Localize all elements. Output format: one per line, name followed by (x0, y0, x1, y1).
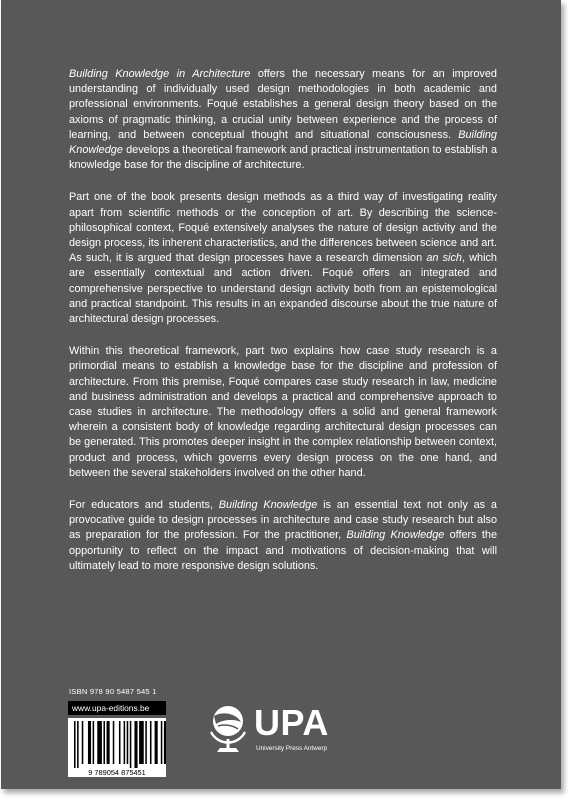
barcode-bar (161, 721, 163, 764)
blurb-paragraph-4 (69, 498, 497, 574)
text-run: is an essential text not only as a provocative guide to design processes in architecture and case study research but also as preparation for the profession. For the practitioner, (69, 499, 497, 542)
publisher-name: UPA (254, 702, 329, 743)
barcode-bar (134, 721, 137, 768)
barcode-digits: 9 789054 875451 (88, 768, 146, 777)
isbn-number: ISBN 978 90 5487 545 1 (69, 687, 157, 696)
barcode-bar (103, 721, 105, 764)
barcode-bar (164, 721, 166, 764)
text-run: offers the necessary means for an improved understanding of individually used design methodologies in both academic and professional environments. Foqué establishes a general design theory based on the axioms of pragmatic thinking, a crucial unity between experience and the process of learning, and between conceptual thought and situational consciousness. (69, 68, 497, 141)
barcode-icon (68, 718, 166, 777)
barcode-bar (82, 721, 84, 764)
isbn-barcode (68, 718, 166, 777)
text-run: Within this theoretical framework, part two explains how case study research is a primordial means to establish a knowledge base for the discipline and profession of architecture. From this premise, Foqué compares case study research in law, medicine and business administration and develops a practical and comprehensive approach to case studies in architecture. The methodology offers a solid and general framework wherein a consistent body of knowledge regarding architectural design processes can be generated. This promotes deeper insight in the complex relationship between context, product and process, which governs every design process on the one hand, and between the several stakeholders involved on the other hand. (69, 345, 497, 479)
text-run: offers the opportunity to reflect on the impact and motivations of decision-making that will ultimately lead to more responsive design solutions. (69, 529, 498, 572)
book-title-italic: Building Knowledge (69, 128, 497, 157)
blurb-text (69, 67, 497, 591)
back-cover (1, 0, 561, 789)
barcode-bar (88, 721, 91, 764)
barcode-bar (124, 721, 126, 764)
globe-on-stand-icon (208, 702, 248, 758)
barcode-bar (145, 721, 147, 764)
barcode-bar (127, 721, 129, 764)
blurb-paragraph-3 (69, 344, 497, 481)
blurb-paragraph-1 (69, 67, 497, 173)
italic-phrase: an sich (426, 252, 462, 265)
publisher-tagline: University Press Antwerp (256, 745, 328, 752)
website-link[interactable]: www.upa-editions.be (68, 701, 166, 715)
barcode-bar (77, 721, 79, 768)
barcode-bar (155, 721, 158, 764)
barcode-bar (119, 721, 121, 764)
barcode-bar (150, 721, 152, 764)
text-run: Part one of the book presents design methods as a third way of investigating reality apart from scientific methods or the conception of art. By describing the science-philosophical context, Foqué extensively analyses the nature of design activity and the design process, its inherent characteristics, and the differences between science and art. As such, it is argued that design processes have a research dimension (69, 191, 497, 265)
text-run: develops a theoretical framework and practical instrumentation to establish a knowledge base for the discipline of architecture. (69, 144, 497, 172)
blurb-paragraph-2 (69, 190, 497, 327)
barcode-bar (74, 721, 76, 768)
book-title-italic: Building Knowledge (218, 499, 318, 512)
book-title-italic: Building Knowledge (346, 529, 445, 542)
book-title-italic: Building Knowledge in Architecture (69, 68, 251, 80)
publisher-logo (208, 702, 368, 762)
barcode-bar (139, 721, 144, 764)
barcode-bar (130, 721, 132, 768)
barcode-bar (107, 721, 110, 764)
text-run: , which are essentially contextual and action driven. Foqué offers an integrated and comprehensive perspective to understand design activity both from an epistemological and practical standpoint. This results in an expanded discourse about the true nature of architectural design processes. (69, 252, 497, 326)
barcode-bar (97, 721, 102, 764)
barcode-bar (113, 721, 115, 764)
barcode-bar (93, 721, 95, 764)
text-run: For educators and students, (69, 499, 219, 512)
